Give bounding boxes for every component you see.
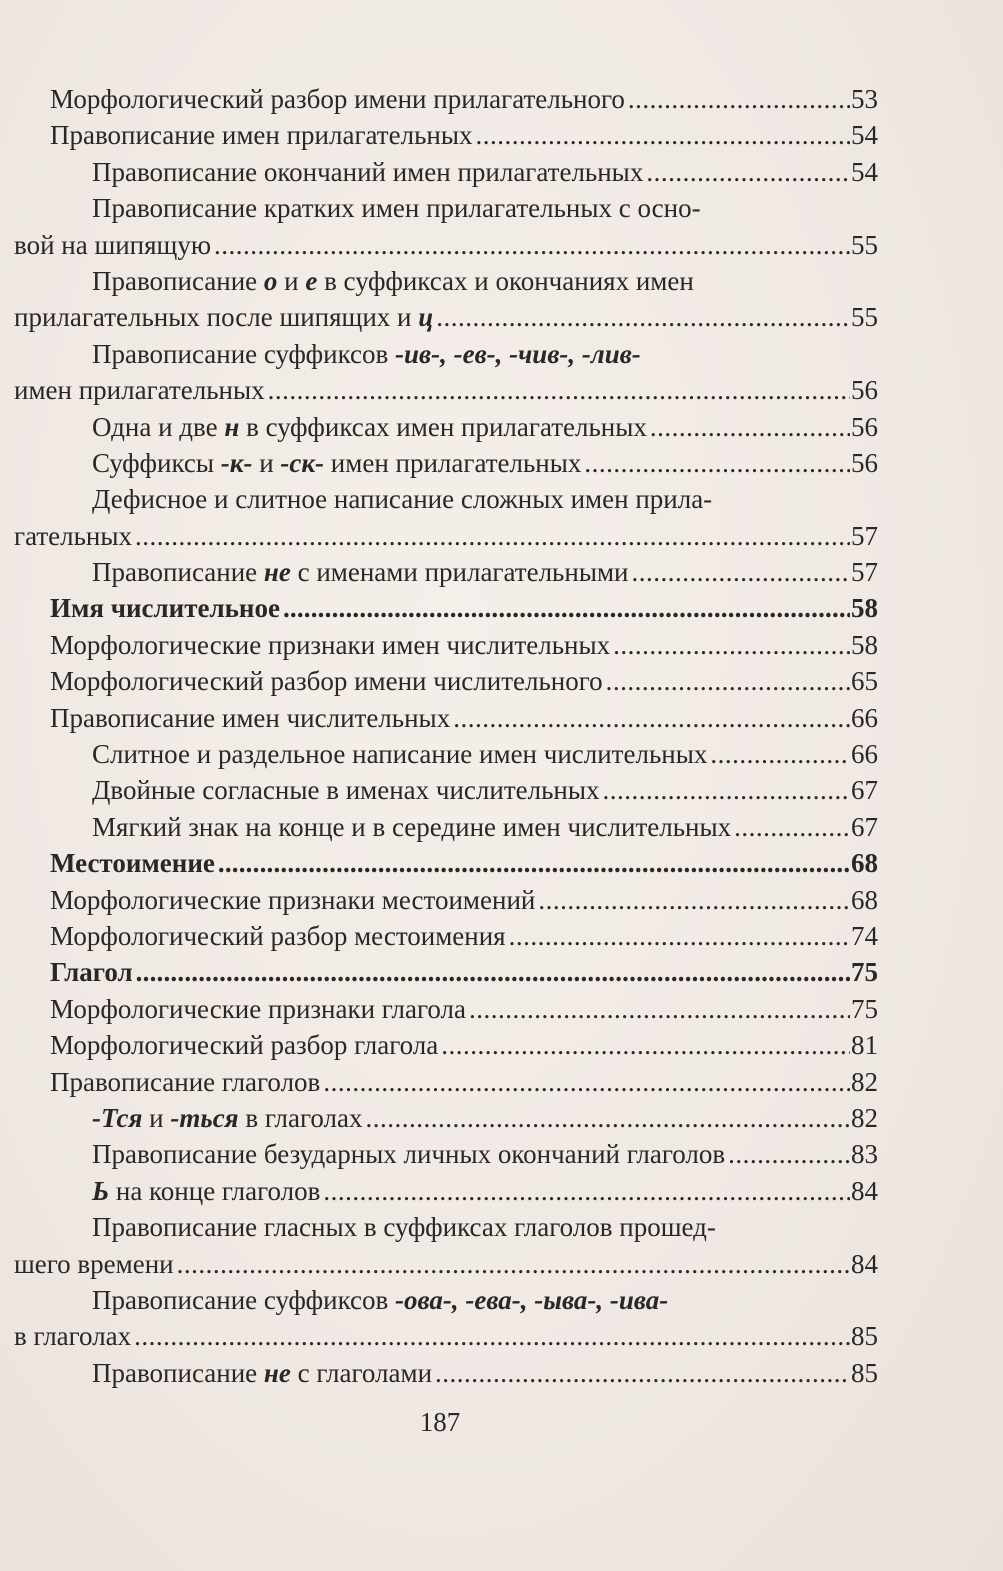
toc-entry-title — [92, 1136, 725, 1172]
toc-entry — [14, 372, 878, 408]
toc-entry — [14, 154, 878, 190]
toc-entry — [14, 772, 878, 808]
entry-text: в суффиксах имен прилагательных — [239, 411, 647, 442]
toc-entry-line — [14, 1209, 878, 1245]
entry-text: Имя числительное — [50, 593, 280, 624]
entry-text: Правописание суффиксов — [92, 338, 396, 369]
toc-page-number: 55 — [851, 229, 878, 260]
toc-page-number: 83 — [851, 1139, 878, 1170]
entry-text: Морфологический разбор имени числительного — [50, 666, 603, 697]
emphasized-text: -ив-, -ев-, -чив-, -лив- — [395, 338, 641, 369]
entry-text: Правописание имен прилагательных — [50, 120, 473, 151]
toc-entry-title — [50, 1027, 438, 1063]
page-number: 187 — [419, 1407, 461, 1437]
leader-dots — [606, 663, 850, 699]
toc-entry — [14, 627, 878, 663]
toc-page-number: 85 — [851, 1321, 878, 1352]
emphasized-text: не — [263, 1357, 291, 1388]
leader-dots — [134, 1318, 850, 1354]
toc-entry — [14, 991, 878, 1027]
entry-text: Морфологический разбор глагола — [50, 1030, 439, 1061]
toc-entry-title — [14, 227, 211, 263]
entry-text: Правописание — [92, 557, 264, 588]
leader-dots — [710, 736, 850, 772]
leader-dots — [436, 299, 850, 335]
leader-dots — [650, 409, 850, 445]
toc-entry — [14, 554, 878, 590]
toc-page-number: 85 — [851, 1357, 878, 1388]
toc-entry-line — [14, 263, 878, 299]
toc-entry — [14, 518, 878, 554]
leader-dots — [441, 1027, 850, 1063]
toc-page-number: 54 — [851, 156, 878, 187]
entry-text: шего времени — [14, 1248, 174, 1279]
toc-entry-line — [14, 190, 878, 226]
toc-entry-title — [14, 299, 433, 335]
toc-entry-title — [92, 339, 641, 369]
entry-text: Дефисное и слитное написание сложных имен прила- — [92, 484, 713, 515]
leader-dots — [603, 772, 850, 808]
toc-entry-title — [50, 1064, 320, 1100]
entry-text: и — [277, 265, 306, 296]
toc-page-number: 53 — [851, 84, 878, 114]
table-of-contents — [14, 81, 878, 1391]
toc-entry-title — [92, 266, 694, 296]
toc-entry-title — [50, 590, 280, 626]
toc-section-heading — [14, 954, 878, 990]
toc-page-number: 67 — [851, 775, 878, 806]
leader-dots — [469, 991, 850, 1027]
toc-page-number: 81 — [851, 1030, 878, 1061]
toc-entry-title — [92, 445, 581, 481]
entry-text: Местоимение — [50, 848, 215, 879]
leader-dots — [613, 627, 850, 663]
toc-entry — [14, 663, 878, 699]
entry-text: Правописание окончаний имен прилагательных — [92, 156, 644, 187]
toc-entry-title — [92, 736, 707, 772]
leader-dots — [366, 1100, 850, 1136]
toc-page-number: 68 — [851, 848, 878, 879]
toc-entry — [14, 918, 878, 954]
leader-dots — [453, 700, 850, 736]
leader-dots — [509, 918, 850, 954]
entry-text: Одна и две — [92, 411, 225, 442]
toc-entry-title — [50, 954, 133, 990]
leader-dots — [475, 117, 850, 153]
entry-text: имен прилагательных — [14, 375, 265, 406]
emphasized-text: е — [305, 265, 318, 296]
emphasized-text: о — [263, 265, 278, 296]
entry-text: на конце глаголов — [109, 1175, 321, 1206]
emphasized-text: -ск- — [280, 447, 325, 478]
toc-entry-title — [92, 1100, 363, 1136]
toc-entry-title — [92, 409, 647, 445]
toc-entry-title — [50, 663, 603, 699]
entry-text: Правописание суффиксов — [92, 1284, 396, 1315]
toc-entry — [14, 409, 878, 445]
toc-entry-title — [14, 518, 132, 554]
toc-entry-title — [50, 882, 535, 918]
toc-entry-title — [92, 484, 712, 514]
emphasized-text: -ться — [170, 1102, 239, 1133]
leader-dots — [734, 809, 850, 845]
toc-entry-title — [50, 700, 450, 736]
entry-text: Морфологические признаки имен числительных — [50, 629, 611, 660]
entry-text: Правописание — [92, 265, 264, 296]
entry-text: Морфологический разбор местоимения — [50, 920, 506, 951]
toc-entry-line — [14, 481, 878, 517]
toc-page-number: 68 — [851, 884, 878, 915]
leader-dots — [135, 518, 850, 554]
toc-entry-title — [92, 1212, 716, 1242]
entry-text: Правописание имен числительных — [50, 702, 451, 733]
entry-text: прилагательных после шипящих и — [14, 302, 419, 333]
toc-page-number: 56 — [851, 411, 878, 442]
toc-entry — [14, 445, 878, 481]
toc-section-heading — [14, 590, 878, 626]
leader-dots — [538, 882, 850, 918]
entry-text: Морфологические признаки местоимений — [50, 884, 536, 915]
entry-text: с именами прилагательными — [290, 557, 629, 588]
emphasized-text: н — [224, 411, 240, 442]
leader-dots — [323, 1064, 850, 1100]
toc-page-number: 84 — [851, 1248, 878, 1279]
toc-page-number: 75 — [851, 957, 878, 988]
toc-entry — [14, 809, 878, 845]
entry-text: Глагол — [50, 957, 133, 988]
toc-entry-title — [14, 1318, 131, 1354]
entry-text: вой на шипящую — [14, 229, 212, 260]
leader-dots — [283, 590, 850, 626]
leader-dots — [628, 81, 850, 117]
toc-entry — [14, 1027, 878, 1063]
toc-section-heading — [14, 845, 878, 881]
toc-entry — [14, 1100, 878, 1136]
toc-entry — [14, 299, 878, 335]
entry-text: Мягкий знак на конце и в середине имен числительных — [92, 811, 732, 842]
entry-text: в суффиксах и окончаниях имен — [317, 265, 694, 296]
leader-dots — [268, 372, 850, 408]
leader-dots — [584, 445, 850, 481]
emphasized-text: Ь — [92, 1175, 110, 1206]
toc-entry-title — [14, 1246, 174, 1282]
toc-page-number: 58 — [851, 629, 878, 660]
toc-entry-title — [50, 845, 215, 881]
entry-text: Морфологический разбор имени прилагательного — [50, 84, 625, 114]
entry-text: Правописание глаголов — [50, 1066, 321, 1097]
toc-entry-line — [14, 336, 878, 372]
toc-page-number: 67 — [851, 811, 878, 842]
toc-entry — [14, 81, 878, 117]
toc-page-number: 75 — [851, 993, 878, 1024]
entry-text: с глаголами — [290, 1357, 433, 1388]
toc-entry-title — [50, 918, 506, 954]
leader-dots — [435, 1355, 850, 1391]
toc-entry — [14, 1173, 878, 1209]
toc-page-number: 56 — [851, 375, 878, 406]
toc-page-number: 66 — [851, 702, 878, 733]
emphasized-text: ц — [418, 302, 434, 333]
toc-entry-title — [14, 372, 265, 408]
leader-dots — [214, 227, 850, 263]
entry-text: Правописание — [92, 1357, 264, 1388]
leader-dots — [136, 954, 850, 990]
toc-entry — [14, 736, 878, 772]
toc-page-number: 57 — [851, 557, 878, 588]
toc-page-number: 66 — [851, 739, 878, 770]
entry-text: в глаголах — [14, 1321, 132, 1352]
leader-dots — [323, 1173, 850, 1209]
emphasized-text: -к- — [220, 447, 253, 478]
leader-dots — [218, 845, 850, 881]
emphasized-text: не — [263, 557, 291, 588]
toc-entry-title — [50, 81, 625, 117]
toc-entry — [14, 1246, 878, 1282]
emphasized-text: -Тся — [92, 1102, 143, 1133]
toc-entry — [14, 1064, 878, 1100]
toc-entry — [14, 700, 878, 736]
toc-entry-title — [50, 627, 610, 663]
toc-entry-title — [92, 154, 643, 190]
toc-entry-title — [92, 809, 731, 845]
toc-page-number: 82 — [851, 1066, 878, 1097]
toc-entry-title — [50, 991, 466, 1027]
entry-text: в глаголах — [238, 1102, 363, 1133]
entry-text: Морфологические признаки глагола — [50, 993, 466, 1024]
toc-entry-title — [92, 1285, 668, 1315]
toc-entry-title — [92, 772, 600, 808]
toc-page-number: 84 — [851, 1175, 878, 1206]
entry-text: Двойные согласные в именах числительных — [92, 775, 600, 806]
entry-text: Суффиксы — [92, 447, 221, 478]
entry-text: Правописание кратких имен прилагательных с осно- — [92, 193, 701, 224]
leader-dots — [632, 554, 851, 590]
emphasized-text: -ова-, -ева-, -ыва-, -ива- — [395, 1284, 669, 1315]
toc-entry — [14, 117, 878, 153]
toc-entry-title — [50, 117, 472, 153]
entry-text: гательных — [14, 520, 133, 551]
toc-page-number: 54 — [851, 120, 878, 151]
toc-entry — [14, 1355, 878, 1391]
toc-page-number: 57 — [851, 520, 878, 551]
toc-page-number: 65 — [851, 666, 878, 697]
leader-dots — [646, 154, 850, 190]
toc-page-number: 82 — [851, 1102, 878, 1133]
toc-page-number: 58 — [851, 593, 878, 624]
entry-text: Слитное и раздельное написание имен числительных — [92, 739, 708, 770]
entry-text: и — [142, 1102, 171, 1133]
toc-entry — [14, 1136, 878, 1172]
leader-dots — [177, 1246, 850, 1282]
entry-text: и — [252, 447, 281, 478]
entry-text: Правописание гласных в суффиксах глаголов прошед- — [92, 1212, 716, 1243]
toc-entry-title — [92, 1355, 432, 1391]
leader-dots — [728, 1136, 850, 1172]
entry-text: имен прилагательных — [324, 447, 582, 478]
toc-entry-line — [14, 1282, 878, 1318]
toc-entry-title — [92, 554, 629, 590]
toc-entry-title — [92, 193, 701, 223]
entry-text: Правописание безударных личных окончаний глаголов — [92, 1139, 726, 1170]
toc-entry — [14, 1318, 878, 1354]
toc-entry — [14, 882, 878, 918]
toc-page-number: 55 — [851, 302, 878, 333]
toc-page-number: 74 — [851, 920, 878, 951]
toc-entry-title — [92, 1173, 320, 1209]
toc-page-number: 56 — [851, 447, 878, 478]
toc-entry — [14, 227, 878, 263]
